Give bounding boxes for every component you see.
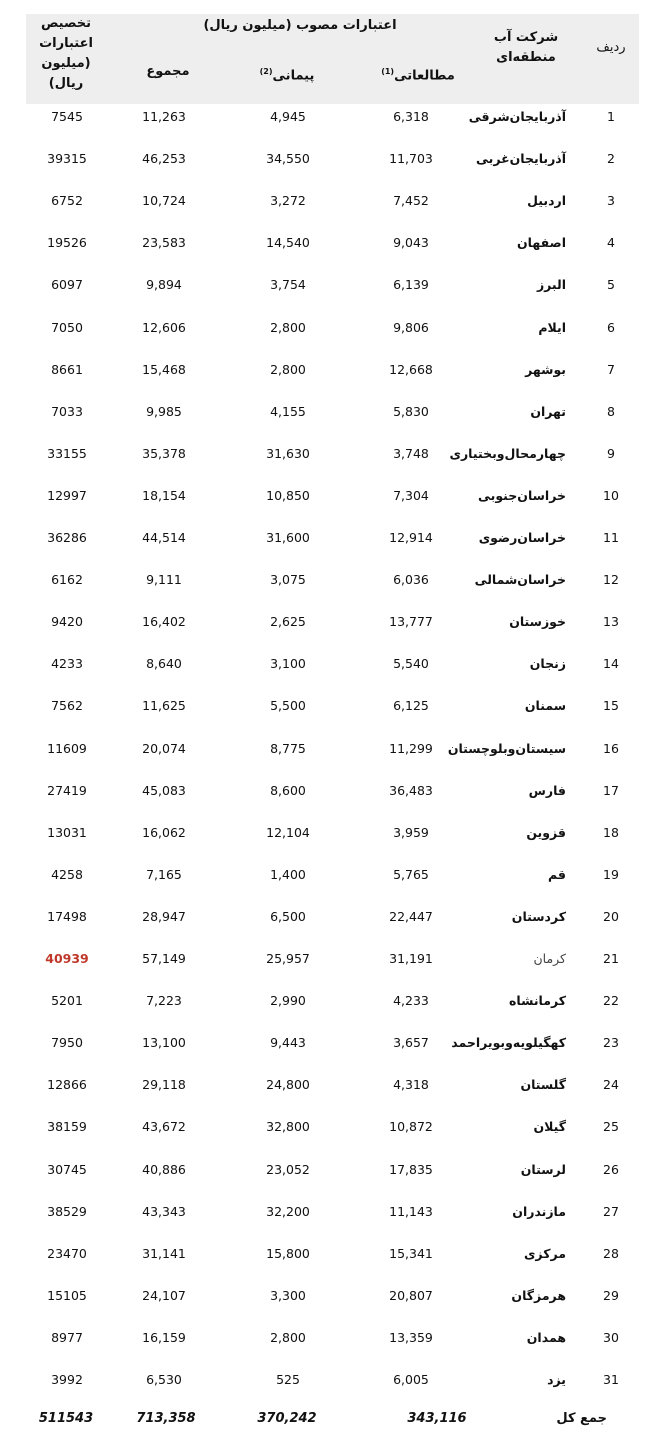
cell-total: 23,583 bbox=[142, 235, 186, 251]
cell-row-number: 1 bbox=[607, 109, 615, 124]
cell-allocation: 38529 bbox=[47, 1203, 87, 1219]
cell-row-number: 18 bbox=[603, 824, 619, 840]
cell-total: 45,083 bbox=[142, 782, 186, 798]
cell-total: 6,530 bbox=[146, 1372, 182, 1387]
cell-row-number: 9 bbox=[607, 445, 615, 461]
cell-contract: 3,300 bbox=[270, 1287, 306, 1303]
cell-province: تهران bbox=[530, 403, 566, 419]
cell-row-number: 28 bbox=[603, 1245, 619, 1261]
cell-study: 9,806 bbox=[393, 319, 429, 335]
cell-allocation: 17498 bbox=[47, 908, 87, 924]
cell-province: خراسان‌رضوی bbox=[478, 530, 566, 545]
cell-province: البرز bbox=[536, 277, 566, 293]
cell-province: آذربایجان‌شرقی bbox=[468, 109, 566, 124]
cell-allocation: 12866 bbox=[47, 1077, 87, 1093]
cell-study: 6,125 bbox=[393, 698, 429, 714]
cell-row-number: 29 bbox=[603, 1287, 619, 1303]
cell-allocation: 39315 bbox=[47, 151, 87, 167]
cell-total: 9,894 bbox=[146, 277, 182, 293]
total-contract: 370,242 bbox=[257, 1411, 317, 1426]
cell-total: 31,141 bbox=[142, 1245, 186, 1261]
cell-row-number: 16 bbox=[603, 740, 619, 756]
cell-study: 6,036 bbox=[393, 572, 429, 588]
cell-contract: 2,800 bbox=[270, 361, 306, 377]
cell-total: 9,111 bbox=[146, 572, 182, 588]
cell-contract: 23,052 bbox=[266, 1161, 310, 1177]
cell-study: 4,318 bbox=[393, 1077, 429, 1093]
cell-contract: 3,272 bbox=[270, 193, 306, 209]
cell-row-number: 13 bbox=[603, 614, 619, 630]
cell-province: زنجان bbox=[529, 656, 566, 672]
total-label: جمع کل bbox=[556, 1411, 607, 1426]
cell-contract: 6,500 bbox=[270, 908, 306, 924]
cell-total: 28,947 bbox=[142, 908, 186, 924]
cell-province: آذربایجان‌غربی bbox=[475, 151, 566, 167]
cell-contract: 5,500 bbox=[270, 698, 306, 714]
cell-allocation: 38159 bbox=[47, 1119, 87, 1135]
cell-contract: 25,957 bbox=[266, 951, 310, 966]
cell-study: 31,191 bbox=[389, 951, 433, 966]
cell-study: 10,872 bbox=[389, 1119, 433, 1135]
cell-province: کرمان bbox=[533, 951, 566, 966]
cell-study: 4,233 bbox=[393, 993, 429, 1009]
cell-study: 11,703 bbox=[389, 151, 433, 167]
cell-allocation: 27419 bbox=[47, 782, 87, 798]
cell-row-number: 15 bbox=[603, 698, 619, 714]
cell-row-number: 7 bbox=[607, 361, 615, 377]
cell-province: اصفهان bbox=[517, 235, 566, 251]
cell-contract: 32,800 bbox=[266, 1119, 310, 1135]
cell-allocation: 36286 bbox=[47, 530, 87, 545]
cell-study: 13,359 bbox=[389, 1329, 433, 1345]
cell-contract: 12,104 bbox=[266, 824, 310, 840]
cell-allocation: 6097 bbox=[51, 277, 83, 293]
cell-total: 24,107 bbox=[142, 1287, 186, 1303]
cell-study: 6,005 bbox=[393, 1372, 429, 1387]
cell-row-number: 21 bbox=[603, 951, 619, 966]
cell-contract: 14,540 bbox=[266, 235, 310, 251]
cell-row-number: 24 bbox=[603, 1077, 619, 1093]
cell-total: 9,985 bbox=[146, 403, 182, 419]
cell-province: کردستان bbox=[511, 908, 566, 924]
cell-province: هرمزگان bbox=[511, 1287, 566, 1303]
cell-total: 13,100 bbox=[142, 1035, 186, 1051]
cell-total: 43,672 bbox=[142, 1119, 186, 1135]
cell-province: کرمانشاه bbox=[509, 993, 566, 1009]
cell-allocation: 5201 bbox=[51, 993, 83, 1009]
header-contract-note: (2) bbox=[259, 67, 273, 76]
cell-study: 5,540 bbox=[393, 656, 429, 672]
cell-total: 29,118 bbox=[142, 1077, 186, 1093]
cell-province: بوشهر bbox=[525, 361, 566, 377]
cell-row-number: 17 bbox=[603, 782, 619, 798]
cell-study: 5,765 bbox=[393, 866, 429, 882]
cell-row-number: 22 bbox=[603, 993, 619, 1009]
cell-province: گیلان bbox=[533, 1119, 566, 1135]
cell-contract: 2,625 bbox=[270, 614, 306, 630]
cell-allocation: 7050 bbox=[51, 319, 83, 335]
cell-allocation: 8661 bbox=[51, 361, 83, 377]
cell-total: 8,640 bbox=[146, 656, 182, 672]
cell-row-number: 3 bbox=[607, 193, 615, 209]
cell-province: سمنان bbox=[524, 698, 566, 714]
cell-study: 15,341 bbox=[389, 1245, 433, 1261]
cell-allocation: 7033 bbox=[51, 403, 83, 419]
cell-row-number: 6 bbox=[607, 319, 615, 335]
cell-province: سیستان‌وبلوچستان bbox=[447, 740, 566, 756]
cell-study: 13,777 bbox=[389, 614, 433, 630]
total-study: 343,116 bbox=[407, 1411, 467, 1426]
cell-contract: 4,155 bbox=[270, 403, 306, 419]
cell-total: 44,514 bbox=[142, 530, 186, 545]
cell-province: قم bbox=[548, 866, 566, 882]
cell-total: 46,253 bbox=[142, 151, 186, 167]
cell-row-number: 27 bbox=[603, 1203, 619, 1219]
cell-study: 12,914 bbox=[389, 530, 433, 545]
cell-study: 3,657 bbox=[393, 1035, 429, 1051]
cell-study: 17,835 bbox=[389, 1161, 433, 1177]
cell-contract: 8,775 bbox=[270, 740, 306, 756]
cell-study: 5,830 bbox=[393, 403, 429, 419]
cell-row-number: 30 bbox=[603, 1329, 619, 1345]
cell-contract: 8,600 bbox=[270, 782, 306, 798]
cell-total: 16,402 bbox=[142, 614, 186, 630]
header-approved-group: اعتبارات مصوب (میلیون ریال) bbox=[203, 18, 397, 33]
cell-total: 16,159 bbox=[142, 1329, 186, 1345]
cell-contract: 3,100 bbox=[270, 656, 306, 672]
cell-province: مرکزی bbox=[523, 1245, 566, 1261]
cell-total: 16,062 bbox=[142, 824, 186, 840]
header-row: ردیف bbox=[596, 40, 626, 55]
cell-row-number: 25 bbox=[603, 1119, 619, 1135]
header-study-note: (1) bbox=[381, 67, 395, 76]
cell-contract: 525 bbox=[276, 1372, 300, 1387]
cell-row-number: 19 bbox=[603, 866, 619, 882]
cell-study: 36,483 bbox=[389, 782, 433, 798]
cell-contract: 10,850 bbox=[266, 487, 310, 503]
cell-total: 40,886 bbox=[142, 1161, 186, 1177]
cell-study: 3,748 bbox=[393, 445, 429, 461]
cell-province: مازندران bbox=[512, 1203, 566, 1219]
cell-total: 57,149 bbox=[142, 951, 186, 966]
cell-row-number: 20 bbox=[603, 908, 619, 924]
cell-total: 35,378 bbox=[142, 445, 186, 461]
cell-allocation: 15105 bbox=[47, 1287, 87, 1303]
cell-contract: 2,800 bbox=[270, 319, 306, 335]
cell-province: خراسان‌شمالی bbox=[474, 572, 566, 588]
cell-province: اردبیل bbox=[527, 193, 566, 209]
cell-row-number: 10 bbox=[603, 487, 619, 503]
cell-row-number: 14 bbox=[603, 656, 619, 672]
cell-allocation: 3992 bbox=[51, 1372, 83, 1387]
cell-allocation: 6752 bbox=[51, 193, 83, 209]
cell-contract: 2,990 bbox=[270, 993, 306, 1009]
header-company: شرکت آب منطقه‌ای bbox=[493, 30, 559, 65]
cell-total: 18,154 bbox=[142, 487, 186, 503]
cell-allocation: 33155 bbox=[47, 445, 87, 461]
header-contract-label: پیمانی bbox=[272, 68, 315, 84]
cell-total: 7,223 bbox=[146, 993, 182, 1009]
cell-province: فارس bbox=[528, 782, 566, 798]
header-allocation: تخصیص اعتبارات (میلیون ریال) bbox=[39, 16, 93, 91]
cell-total: 20,074 bbox=[142, 740, 186, 756]
cell-contract: 1,400 bbox=[270, 866, 306, 882]
cell-total: 7,165 bbox=[146, 866, 182, 882]
cell-province: خراسان‌جنوبی bbox=[477, 487, 566, 503]
cell-province: خوزستان bbox=[509, 614, 566, 630]
cell-province: چهارمحال‌وبختیاری bbox=[449, 445, 566, 461]
cell-study: 11,143 bbox=[389, 1203, 433, 1219]
cell-row-number: 12 bbox=[603, 572, 619, 588]
cell-allocation: 11609 bbox=[47, 740, 87, 756]
cell-contract: 2,800 bbox=[270, 1329, 306, 1345]
cell-province: کهگیلویه‌وبویراحمد bbox=[451, 1035, 566, 1051]
cell-study: 11,299 bbox=[389, 740, 433, 756]
cell-province: ایلام bbox=[538, 319, 566, 335]
cell-study: 6,318 bbox=[393, 109, 429, 124]
cell-allocation: 13031 bbox=[47, 824, 87, 840]
cell-allocation: 23470 bbox=[47, 1245, 87, 1261]
cell-allocation: 4258 bbox=[51, 866, 83, 882]
cell-contract: 32,200 bbox=[266, 1203, 310, 1219]
cell-allocation: 9420 bbox=[51, 614, 83, 630]
cell-row-number: 8 bbox=[607, 403, 615, 419]
cell-total: 11,263 bbox=[142, 109, 186, 124]
cell-study: 7,304 bbox=[393, 487, 429, 503]
header-study-label: مطالعاتی bbox=[394, 68, 455, 84]
cell-total: 15,468 bbox=[142, 361, 186, 377]
cell-allocation: 30745 bbox=[47, 1161, 87, 1177]
cell-contract: 34,550 bbox=[266, 151, 310, 167]
cell-contract: 15,800 bbox=[266, 1245, 310, 1261]
cell-row-number: 23 bbox=[603, 1035, 619, 1051]
cell-row-number: 5 bbox=[607, 277, 615, 293]
cell-row-number: 31 bbox=[603, 1372, 619, 1387]
cell-province: قزوین bbox=[526, 824, 566, 840]
cell-allocation: 12997 bbox=[47, 487, 87, 503]
cell-contract: 3,075 bbox=[270, 572, 306, 588]
cell-contract: 31,600 bbox=[266, 530, 310, 545]
cell-allocation: 7950 bbox=[51, 1035, 83, 1051]
cell-total: 11,625 bbox=[142, 698, 186, 714]
cell-study: 20,807 bbox=[389, 1287, 433, 1303]
cell-row-number: 4 bbox=[607, 235, 615, 251]
cell-province: لرستان bbox=[520, 1161, 566, 1177]
header-contract bbox=[242, 62, 332, 86]
header-total: مجموع bbox=[146, 64, 190, 79]
cell-study: 22,447 bbox=[389, 908, 433, 924]
total-total: 713,358 bbox=[136, 1411, 196, 1426]
cell-total: 43,343 bbox=[142, 1203, 186, 1219]
cell-total: 10,724 bbox=[142, 193, 186, 209]
cell-study: 9,043 bbox=[393, 235, 429, 251]
cell-province: گلستان bbox=[520, 1077, 566, 1093]
cell-allocation: 40939 bbox=[45, 951, 89, 966]
cell-allocation: 7562 bbox=[51, 698, 83, 714]
cell-row-number: 26 bbox=[603, 1161, 619, 1177]
cell-allocation: 7545 bbox=[51, 109, 83, 124]
cell-study: 7,452 bbox=[393, 193, 429, 209]
cell-allocation: 19526 bbox=[47, 235, 87, 251]
cell-total: 12,606 bbox=[142, 319, 186, 335]
cell-contract: 3,754 bbox=[270, 277, 306, 293]
cell-contract: 9,443 bbox=[270, 1035, 306, 1051]
cell-contract: 31,630 bbox=[266, 445, 310, 461]
cell-contract: 4,945 bbox=[270, 109, 306, 124]
cell-allocation: 6162 bbox=[51, 572, 83, 588]
cell-contract: 24,800 bbox=[266, 1077, 310, 1093]
cell-province: همدان bbox=[526, 1329, 566, 1345]
cell-province: یزد bbox=[547, 1372, 566, 1387]
cell-allocation: 4233 bbox=[51, 656, 83, 672]
cell-row-number: 2 bbox=[607, 151, 615, 167]
cell-study: 6,139 bbox=[393, 277, 429, 293]
cell-row-number: 11 bbox=[603, 530, 619, 545]
header-study bbox=[368, 62, 468, 86]
cell-study: 3,959 bbox=[393, 824, 429, 840]
total-allocation: 511543 bbox=[38, 1411, 94, 1426]
cell-allocation: 8977 bbox=[51, 1329, 83, 1345]
cell-study: 12,668 bbox=[389, 361, 433, 377]
